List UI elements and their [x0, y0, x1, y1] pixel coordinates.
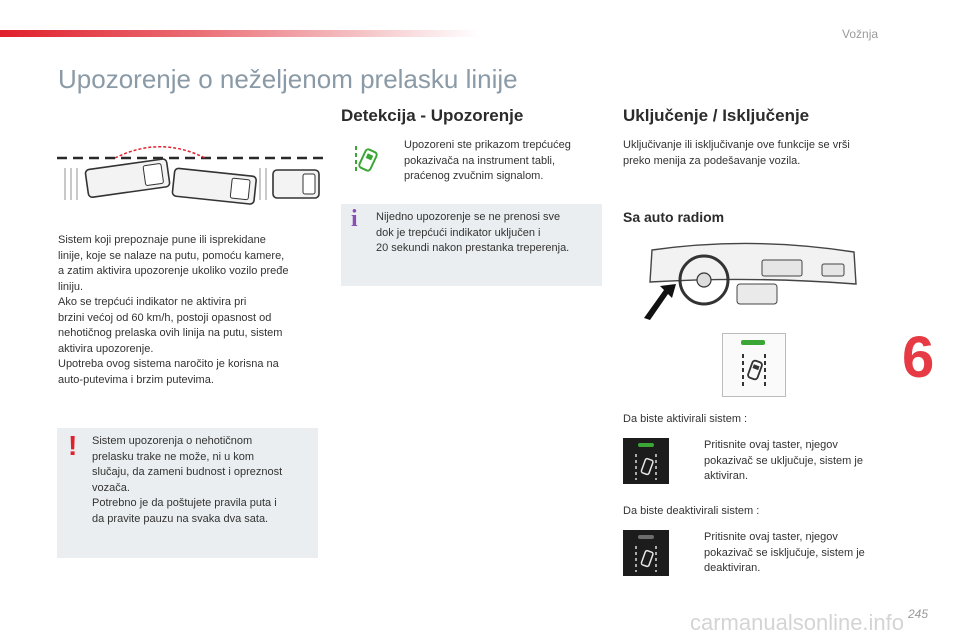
onoff-heading: Uključenje / Isključenje — [623, 106, 810, 125]
description-line: auto-putevima i brzim putevima. — [58, 373, 214, 386]
system-description — [58, 233, 318, 388]
description-line: liniju. — [58, 280, 84, 293]
info-line: Nijedno upozorenje se ne prenosi sve — [376, 211, 561, 223]
page-number: 245 — [908, 607, 929, 621]
chapter-number: 6 — [902, 325, 935, 390]
description-line: linije, koje se nalaze na putu, pomoću kamere, — [58, 249, 285, 262]
description-line: brzini većoj od 60 km/h, postoji opasnost od — [58, 311, 272, 324]
deactivate-line: deaktiviran. — [704, 562, 761, 574]
intro-line: preko menija za podešavanje vozila. — [623, 154, 801, 167]
watermark[interactable]: carmanualsonline.info — [690, 610, 905, 635]
deactivate-text — [704, 530, 904, 577]
warning-line: Sistem upozorenja o nehotičnom — [92, 435, 253, 447]
warning-line: slučaju, da zameni budnost i opreznost — [92, 466, 283, 478]
activate-line: Pritisnite ovaj taster, njegov — [704, 439, 838, 451]
description-line: aktivira upozorenje. — [58, 342, 154, 355]
lane-departure-icon — [352, 142, 382, 176]
deactivate-line: pokazivač se isključuje, sistem je — [704, 546, 865, 559]
description-line: Ako se trepćući indikator ne aktivira pri — [58, 296, 247, 308]
top-accent-bar — [0, 30, 480, 37]
warning-exclamation-icon: ! — [68, 430, 78, 461]
onoff-intro — [623, 138, 893, 169]
description-line: a zatim aktivira upozorenje ukoliko vozilo pređe — [58, 265, 289, 277]
alert-line: Upozoreni ste prikazom trepćućeg — [404, 139, 571, 151]
deactivate-label: Da biste deaktivirali sistem : — [623, 505, 760, 517]
warning-line: prelasku trake ne može, ni u kom — [92, 450, 255, 463]
warning-line: Potrebno je da poštujete pravila puta i — [92, 497, 277, 509]
info-icon: i — [351, 206, 358, 232]
warning-line: da pravite pauzu na svaka dva sata. — [92, 512, 269, 525]
activate-line: pokazivač se uključuje, sistem je — [704, 454, 863, 467]
lane-button-icon — [735, 338, 771, 390]
alert-line: pokazivača na instrument tabli, — [404, 154, 556, 167]
description-line: nehotičnog prelaska ovih linija na putu, sistem — [58, 327, 283, 339]
alert-line: praćenog zvučnim signalom. — [404, 170, 544, 182]
info-line: dok je trepćući indikator uključen i — [376, 226, 541, 239]
lane-button-off-icon — [629, 532, 663, 574]
warning-text — [92, 434, 312, 527]
intro-line: Uključivanje ili isključivanje ove funkcije se vrši — [623, 139, 850, 151]
info-text — [376, 210, 598, 257]
info-line: 20 sekundi nakon prestanka treperenja. — [376, 242, 570, 254]
activate-label: Da biste aktivirali sistem : — [623, 413, 748, 425]
alert-description — [404, 138, 604, 185]
section-name: Vožnja — [842, 27, 879, 41]
dashboard-illustration — [642, 240, 864, 322]
road-lanes-car-illustration — [55, 138, 325, 208]
description-line: Upotreba ovog sistema naročito je korisna na — [58, 358, 279, 370]
page-title: Upozorenje o neželjenom prelasku linije — [58, 64, 518, 94]
activate-text — [704, 438, 904, 485]
radio-subheading: Sa auto radiom — [623, 209, 725, 225]
deactivate-line: Pritisnite ovaj taster, njegov — [704, 531, 838, 543]
lane-button-on-icon — [629, 440, 663, 482]
description-line: Sistem koji prepoznaje pune ili isprekidane — [58, 234, 266, 246]
activate-line: aktiviran. — [704, 470, 749, 482]
detection-heading: Detekcija - Upozorenje — [341, 106, 524, 125]
warning-line: vozača. — [92, 481, 130, 494]
